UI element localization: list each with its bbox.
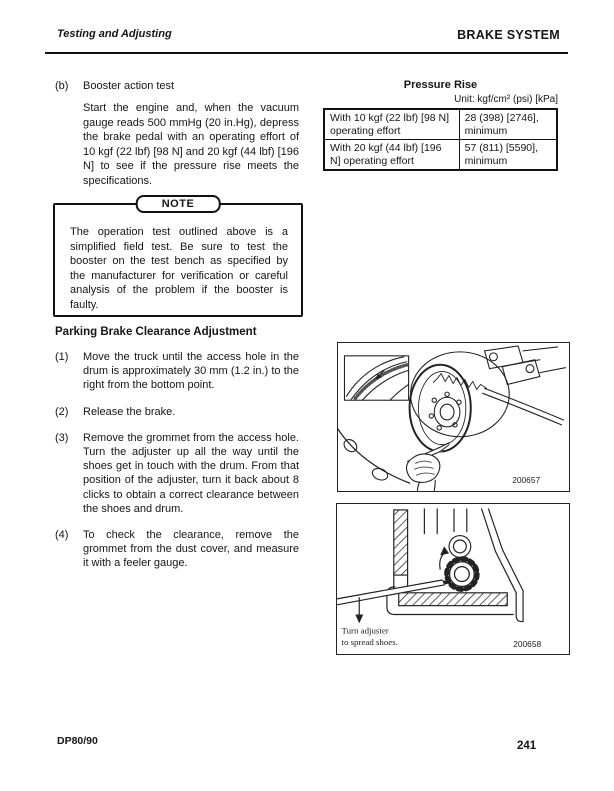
pressure-rise-block bbox=[323, 79, 558, 171]
step-text: Move the truck until the access hole in the drum is approximately 30 mm (1.2 in.) to the right from the bottom point. bbox=[83, 351, 299, 392]
note-label: NOTE bbox=[136, 195, 221, 213]
step-number: (1) bbox=[55, 351, 69, 363]
list-item bbox=[55, 350, 299, 393]
step-text: To check the clearance, remove the grommet from the dust cover, and measure it with a feeler gauge. bbox=[83, 529, 299, 570]
step-text: Release the brake. bbox=[83, 405, 176, 418]
booster-test-section bbox=[55, 80, 299, 188]
figure-drum-access-hole bbox=[337, 342, 570, 492]
booster-paragraph: Start the engine and, when the vacuum gauge reads 500 mmHg (20 in.Hg), depress the brake pedal with an operating effort of 10 kgf (22 lbf) [98 N] and 20 kgf (44 lbf) [196 N] to see if the pressure rise meets the specifications. bbox=[83, 102, 299, 187]
step-number: (2) bbox=[55, 405, 69, 418]
note-box bbox=[53, 198, 303, 317]
header-chapter-title: BRAKE SYSTEM bbox=[457, 28, 560, 42]
pressure-table-unit: Unit: kgf/cm² (psi) [kPa] bbox=[454, 94, 558, 105]
booster-item-label: (b) bbox=[55, 80, 69, 92]
booster-item-title: Booster action test bbox=[83, 80, 175, 92]
parking-brake-section bbox=[55, 326, 299, 583]
figure-caption-line1: Turn adjuster bbox=[341, 625, 389, 636]
footer-page-number: 241 bbox=[517, 740, 537, 752]
list-item bbox=[55, 528, 299, 571]
pressure-row1-condition: With 10 kgf (22 lbf) [98 N] operating effort bbox=[324, 109, 459, 140]
table-row bbox=[324, 140, 557, 171]
step-number: (4) bbox=[55, 529, 69, 542]
footer-model-code: DP80/90 bbox=[57, 735, 98, 747]
pressure-row2-condition: With 20 kgf (44 lbf) [196 N] operating effort bbox=[324, 140, 459, 171]
figure-number: 200658 bbox=[513, 639, 542, 650]
pressure-row1-value: 28 (398) [2746], minimum bbox=[459, 109, 557, 140]
list-item bbox=[55, 431, 299, 516]
list-item bbox=[55, 405, 299, 419]
step-text: Remove the grommet from the access hole. Turn the adjuster up all the way until the shoes get in touch with the drum. From that position of the adjuster, turn it back about 8 clicks to obtain a correct clearance between the shoes and drum. bbox=[83, 431, 299, 515]
parking-section-heading: Parking Brake Clearance Adjustment bbox=[55, 326, 257, 338]
drum-assembly-illustration bbox=[338, 343, 569, 491]
header-section-title: Testing and Adjusting bbox=[57, 28, 172, 40]
adjuster-gear-illustration bbox=[337, 504, 569, 654]
figure-caption-line2: to spread shoes. bbox=[341, 637, 398, 648]
header-rule bbox=[45, 52, 568, 54]
figure-number: 200657 bbox=[512, 475, 541, 486]
pressure-table bbox=[323, 108, 558, 171]
pressure-table-title: Pressure Rise bbox=[403, 79, 478, 91]
table-row bbox=[324, 109, 557, 140]
note-body: The operation test outlined above is a simplified field test. Be sure to test the booster on the test bench as specified by the manufacturer for verification or careful analysis of the problem if the booster is faulty. bbox=[70, 226, 288, 311]
figure-adjuster-gear bbox=[336, 503, 570, 655]
step-number: (3) bbox=[55, 431, 69, 444]
pressure-row2-value: 57 (811) [5590], minimum bbox=[459, 140, 557, 171]
